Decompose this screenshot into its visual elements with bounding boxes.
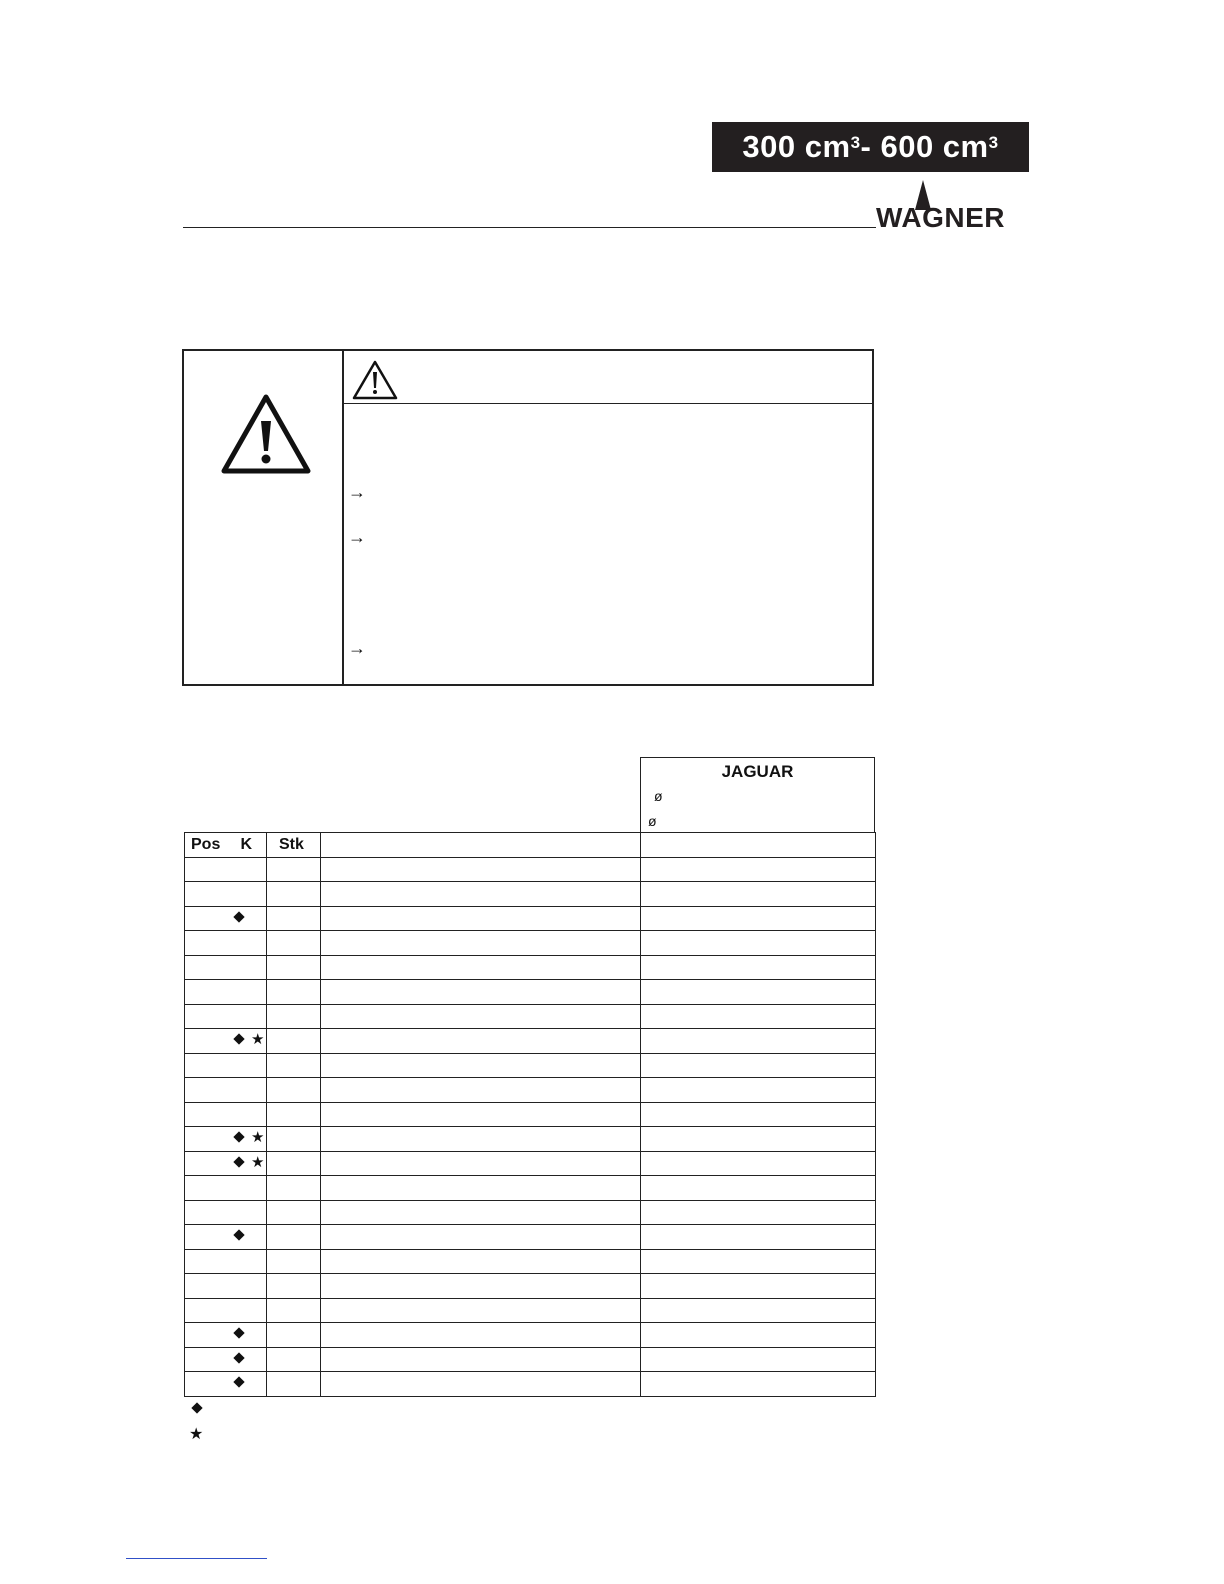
diameter-symbol-2: ø <box>648 813 657 829</box>
description-cell <box>321 906 641 931</box>
description-cell <box>321 1372 641 1397</box>
stk-cell <box>267 1176 321 1201</box>
order-no-cell <box>641 1151 876 1176</box>
stk-cell <box>267 1323 321 1348</box>
description-cell <box>321 1200 641 1225</box>
description-cell <box>321 1298 641 1323</box>
star-icon: ★ <box>251 1129 265 1146</box>
warning-divider <box>342 351 344 684</box>
jaguar-header <box>640 757 875 832</box>
table-row <box>185 1078 876 1103</box>
legend-star-icon: ★ <box>189 1426 204 1443</box>
table-row <box>185 1225 876 1250</box>
order-no-cell <box>641 1176 876 1201</box>
pos-k-cell <box>185 1151 267 1176</box>
description-cell <box>321 1225 641 1250</box>
table-row <box>185 955 876 980</box>
warning-arrow-2: → <box>348 527 366 547</box>
order-no-cell <box>641 1078 876 1103</box>
legend-diamond-icon <box>191 1402 202 1413</box>
pos-k-cell <box>185 1347 267 1372</box>
description-cell <box>321 1004 641 1029</box>
description-cell <box>321 1323 641 1348</box>
star-icon: ★ <box>251 1031 265 1048</box>
stk-cell <box>267 1298 321 1323</box>
header-description <box>321 833 641 858</box>
table-row <box>185 1323 876 1348</box>
pos-k-cell <box>185 1176 267 1201</box>
stk-cell <box>267 1249 321 1274</box>
description-cell <box>321 1347 641 1372</box>
title-part-b: - 600 cm <box>860 129 989 164</box>
description-cell <box>321 882 641 907</box>
pos-k-cell <box>185 1323 267 1348</box>
stk-cell <box>267 1274 321 1299</box>
diamond-icon <box>233 1376 244 1387</box>
table-row <box>185 1004 876 1029</box>
diamond-icon <box>233 1229 244 1240</box>
description-cell <box>321 1127 641 1152</box>
order-no-cell <box>641 1274 876 1299</box>
warning-small-icon <box>352 360 398 400</box>
stk-cell <box>267 906 321 931</box>
table-row <box>185 857 876 882</box>
pos-k-cell <box>185 1127 267 1152</box>
description-cell <box>321 1102 641 1127</box>
warning-arrow-1: → <box>348 482 366 502</box>
description-cell <box>321 1053 641 1078</box>
stk-cell <box>267 1127 321 1152</box>
description-cell <box>321 955 641 980</box>
header-rule <box>183 227 876 228</box>
pos-k-cell <box>185 1372 267 1397</box>
pos-k-cell <box>185 1102 267 1127</box>
pos-k-cell <box>185 857 267 882</box>
table-row <box>185 1176 876 1201</box>
diamond-icon <box>233 1033 244 1044</box>
order-no-cell <box>641 1347 876 1372</box>
stk-cell <box>267 1004 321 1029</box>
stk-cell <box>267 857 321 882</box>
stk-cell <box>267 882 321 907</box>
order-no-cell <box>641 1298 876 1323</box>
order-no-cell <box>641 980 876 1005</box>
header-k: K <box>240 835 252 853</box>
table-row <box>185 1102 876 1127</box>
pos-k-cell <box>185 1029 267 1054</box>
pos-k-cell <box>185 1274 267 1299</box>
pos-k-cell <box>185 1298 267 1323</box>
stk-cell <box>267 1372 321 1397</box>
diamond-icon <box>233 1352 244 1363</box>
description-cell <box>321 1249 641 1274</box>
diamond-icon <box>233 1131 244 1142</box>
stk-cell <box>267 1102 321 1127</box>
order-no-cell <box>641 906 876 931</box>
description-cell <box>321 1274 641 1299</box>
pos-k-cell <box>185 1053 267 1078</box>
pos-k-cell <box>185 882 267 907</box>
diamond-icon <box>233 1327 244 1338</box>
order-no-cell <box>641 857 876 882</box>
order-no-cell <box>641 1249 876 1274</box>
order-no-cell <box>641 1200 876 1225</box>
order-no-cell <box>641 1029 876 1054</box>
order-no-cell <box>641 1053 876 1078</box>
stk-cell <box>267 1053 321 1078</box>
title-sup-b: 3 <box>988 133 999 152</box>
order-no-cell <box>641 1102 876 1127</box>
stk-cell <box>267 1029 321 1054</box>
table-row <box>185 1200 876 1225</box>
jaguar-title: JAGUAR <box>721 762 794 781</box>
stk-cell <box>267 1200 321 1225</box>
star-icon: ★ <box>251 1153 265 1171</box>
table-row <box>185 1372 876 1397</box>
table-row <box>185 931 876 956</box>
pos-k-cell <box>185 1078 267 1103</box>
page-title-box <box>712 122 1029 172</box>
pos-k-cell <box>185 980 267 1005</box>
title-sup-a: 3 <box>850 133 861 152</box>
table-row <box>185 1298 876 1323</box>
table-row <box>185 1249 876 1274</box>
table-row <box>185 882 876 907</box>
description-cell <box>321 1176 641 1201</box>
order-no-cell <box>641 1127 876 1152</box>
table-row <box>185 1347 876 1372</box>
table-row <box>185 1151 876 1176</box>
stk-cell <box>267 1347 321 1372</box>
pos-k-cell <box>185 1200 267 1225</box>
description-cell <box>321 1029 641 1054</box>
table-row <box>185 1029 876 1054</box>
description-cell <box>321 1151 641 1176</box>
diameter-symbol-1: ø <box>654 788 663 804</box>
pos-k-cell <box>185 1249 267 1274</box>
diamond-icon <box>233 1156 244 1167</box>
title-part-a: 300 cm <box>742 129 851 164</box>
wagner-logo <box>876 180 1031 232</box>
description-cell <box>321 1078 641 1103</box>
stk-cell <box>267 955 321 980</box>
table-row <box>185 906 876 931</box>
stk-cell <box>267 1225 321 1250</box>
order-no-cell <box>641 1372 876 1397</box>
order-no-cell <box>641 955 876 980</box>
order-no-cell <box>641 931 876 956</box>
order-no-cell <box>641 1225 876 1250</box>
description-cell <box>321 931 641 956</box>
header-order-no <box>641 833 876 858</box>
header-pos: Pos <box>191 835 221 853</box>
stk-cell <box>267 931 321 956</box>
brand-name: WAGNER <box>876 202 1005 233</box>
description-cell <box>321 857 641 882</box>
pos-k-cell <box>185 955 267 980</box>
warning-triangle-icon <box>220 393 312 475</box>
parts-table <box>184 832 876 1397</box>
table-header-row <box>185 833 876 858</box>
pos-k-cell <box>185 931 267 956</box>
stk-cell <box>267 1151 321 1176</box>
stk-cell <box>267 980 321 1005</box>
table-row <box>185 1053 876 1078</box>
header-pos-k <box>185 833 267 858</box>
table-row <box>185 1127 876 1152</box>
header-stk: Stk <box>267 833 321 858</box>
order-no-cell <box>641 1323 876 1348</box>
order-no-cell <box>641 882 876 907</box>
pos-k-cell <box>185 906 267 931</box>
warning-arrow-3: → <box>348 638 366 658</box>
warning-box <box>182 349 874 686</box>
footer-link-underline <box>126 1558 267 1559</box>
pos-k-cell <box>185 1004 267 1029</box>
order-no-cell <box>641 1004 876 1029</box>
warning-header-rule <box>344 403 872 404</box>
table-row <box>185 1274 876 1299</box>
pos-k-cell <box>185 1225 267 1250</box>
diamond-icon <box>233 911 244 922</box>
description-cell <box>321 980 641 1005</box>
table-row <box>185 980 876 1005</box>
stk-cell <box>267 1078 321 1103</box>
